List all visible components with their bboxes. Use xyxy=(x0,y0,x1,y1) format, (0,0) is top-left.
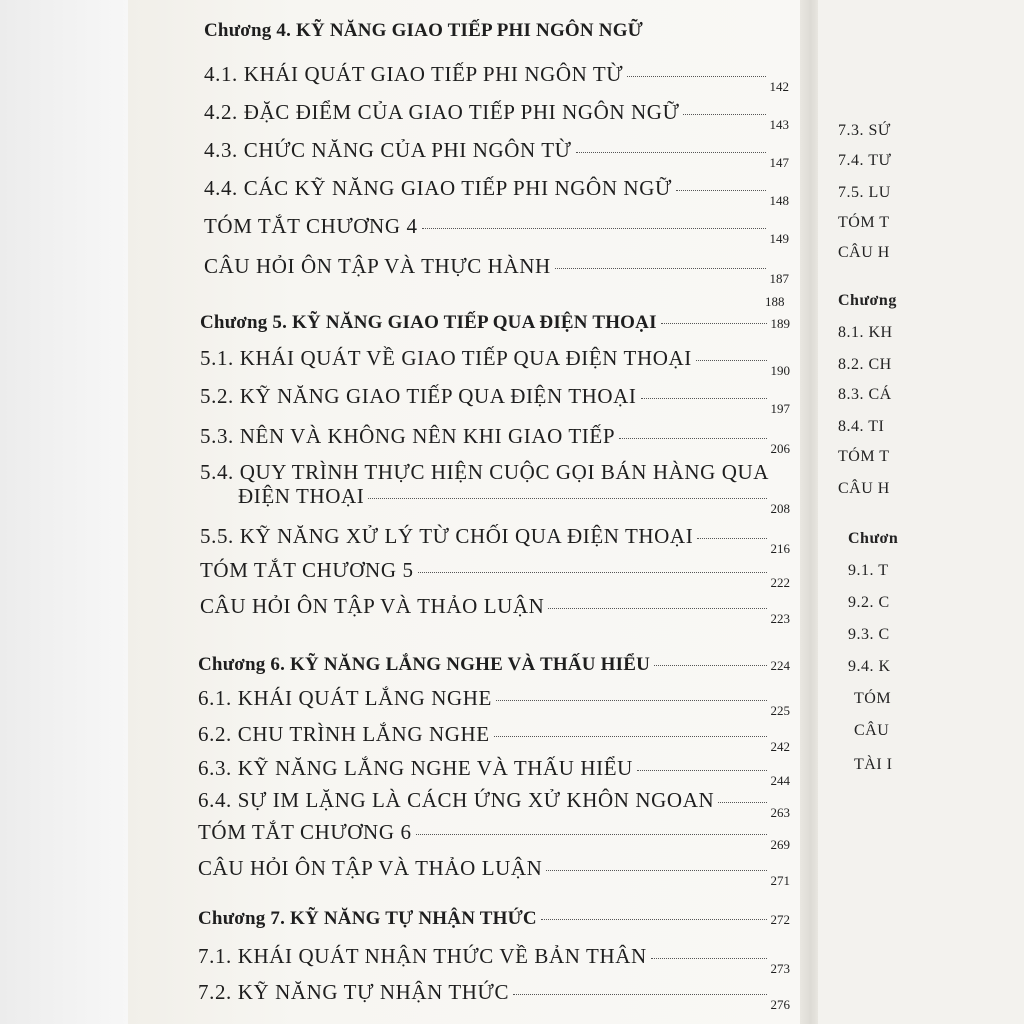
chapter-4-heading xyxy=(204,20,754,42)
toc-entry-label: 5.3. NÊN VÀ KHÔNG NÊN KHI GIAO TIẾP xyxy=(200,424,616,448)
right-page-line: 9.3. C xyxy=(848,626,890,643)
toc-entry xyxy=(198,980,790,1012)
page-number: 206 xyxy=(770,441,790,456)
page-gutter xyxy=(800,0,818,1024)
toc-entry-label: 6.1. KHÁI QUÁT LẮNG NGHE xyxy=(198,686,492,710)
right-page-line: 8.2. CH xyxy=(838,356,892,373)
leader-dots xyxy=(418,572,767,573)
leader-dots xyxy=(619,438,766,439)
toc-entry-label: CÂU HỎI ÔN TẬP VÀ THẢO LUẬN xyxy=(200,594,545,618)
leader-dots xyxy=(683,114,765,115)
page-number: 216 xyxy=(770,541,790,556)
toc-entry xyxy=(200,460,790,485)
page-number: 222 xyxy=(770,575,790,590)
toc-entry-label: 5.1. KHÁI QUÁT VỀ GIAO TIẾP QUA ĐIỆN THOẠI xyxy=(200,346,692,370)
toc-entry-label: 7.2. KỸ NĂNG TỰ NHẬN THỨC xyxy=(198,980,510,1004)
page-number: 187 xyxy=(769,271,789,286)
leader-dots xyxy=(494,736,767,737)
leader-dots xyxy=(661,323,767,324)
toc-entry-label: TÓM TẮT CHƯƠNG 5 xyxy=(200,558,414,582)
toc-entry-label: 7.1. KHÁI QUÁT NHẬN THỨC VỀ BẢN THÂN xyxy=(198,944,647,968)
leader-dots xyxy=(416,834,767,835)
leader-dots xyxy=(546,870,766,871)
toc-entry-label: 5.4. QUY TRÌNH THỰC HIỆN CUỘC GỌI BÁN HÀNG QUA xyxy=(200,460,770,484)
toc-entry xyxy=(198,944,790,976)
toc-entry xyxy=(200,594,790,626)
right-page-line: 8.1. KH xyxy=(838,324,893,341)
page-number: 188 xyxy=(765,294,785,309)
right-page-line: TÀI I xyxy=(854,756,893,773)
right-page-line: CÂU H xyxy=(838,480,890,497)
leader-dots xyxy=(697,538,766,539)
right-page-line: TÓM T xyxy=(838,214,890,231)
toc-entry xyxy=(204,214,789,246)
right-page-line: 8.4. TI xyxy=(838,418,885,435)
toc-entry-label: CÂU HỎI ÔN TẬP VÀ THỰC HÀNH xyxy=(204,254,551,278)
page-number: 189 xyxy=(770,316,790,331)
toc-entry xyxy=(204,100,789,132)
page-number: 224 xyxy=(770,658,790,673)
toc-entry xyxy=(198,788,790,820)
toc-entry-label: 6.2. CHU TRÌNH LẮNG NGHE xyxy=(198,722,490,746)
leader-dots xyxy=(641,398,767,399)
page-number: 143 xyxy=(769,117,789,132)
page-number: 263 xyxy=(770,805,790,820)
toc-entry-label: 4.4. CÁC KỸ NĂNG GIAO TIẾP PHI NGÔN NGỮ xyxy=(204,176,672,200)
chapter-6-heading xyxy=(198,654,790,676)
page-number: 223 xyxy=(770,611,790,626)
leader-dots xyxy=(696,360,767,361)
toc-entry-label: 4.3. CHỨC NĂNG CỦA PHI NGÔN TỪ xyxy=(204,138,572,162)
page-number: 225 xyxy=(770,703,790,718)
toc-entry-label: ĐIỆN THOẠI xyxy=(238,484,365,508)
right-page-line: 9.2. C xyxy=(848,594,890,611)
right-page-line: 7.5. LU xyxy=(838,184,891,201)
right-page-line: 9.1. T xyxy=(848,562,889,579)
right-page-line: CÂU xyxy=(854,722,890,739)
book-page-left xyxy=(128,0,804,1024)
leader-dots xyxy=(627,76,765,77)
leader-dots xyxy=(654,665,766,666)
toc-entry xyxy=(238,484,790,516)
leader-dots xyxy=(576,152,766,153)
leader-dots xyxy=(368,498,766,499)
leader-dots xyxy=(637,770,767,771)
toc-entry xyxy=(198,722,790,754)
chapter-title: Chương 7. KỸ NĂNG TỰ NHẬN THỨC xyxy=(198,908,537,929)
leader-dots xyxy=(555,268,766,269)
toc-entry xyxy=(200,524,790,556)
toc-entry xyxy=(198,856,790,888)
toc-entry xyxy=(198,756,790,788)
toc-entry xyxy=(200,558,790,590)
page-number: 197 xyxy=(770,401,790,416)
toc-entry-label: TÓM TẮT CHƯƠNG 6 xyxy=(198,820,412,844)
right-page-line: 9.4. K xyxy=(848,658,891,675)
page-number: 242 xyxy=(770,739,790,754)
toc-entry xyxy=(200,424,790,456)
chapter-5-heading xyxy=(200,312,790,334)
page-number: 271 xyxy=(770,873,790,888)
page-number: 147 xyxy=(769,155,789,170)
leader-dots xyxy=(422,228,766,229)
toc-entry-label: 6.3. KỸ NĂNG LẮNG NGHE VÀ THẤU HIỂU xyxy=(198,756,633,780)
toc-entry-label: 4.2. ĐẶC ĐIỂM CỦA GIAO TIẾP PHI NGÔN NGỮ xyxy=(204,100,680,124)
chapter-title: Chương 6. KỸ NĂNG LẮNG NGHE VÀ THẤU HIỂU xyxy=(198,654,651,675)
right-page-line: TÓM T xyxy=(838,448,890,465)
toc-entry xyxy=(200,346,790,378)
toc-entry xyxy=(204,62,789,94)
chapter-7-heading xyxy=(198,908,790,930)
chapter-title: Chương 4. KỸ NĂNG GIAO TIẾP PHI NGÔN NGỮ xyxy=(204,20,643,41)
book-page-right xyxy=(818,0,1024,1024)
right-page-line: 7.3. SỨ xyxy=(838,122,891,139)
page-number: 244 xyxy=(770,773,790,788)
page-number: 208 xyxy=(770,501,790,516)
toc-entry xyxy=(204,176,789,208)
page-number: 148 xyxy=(769,193,789,208)
background-left xyxy=(0,0,128,1024)
toc-entry xyxy=(200,384,790,416)
right-page-chapter: Chươn xyxy=(848,530,899,547)
page-number: 149 xyxy=(769,231,789,246)
leader-dots xyxy=(718,802,766,803)
right-page-line: 8.3. CÁ xyxy=(838,386,892,403)
toc-entry-label: 6.4. SỰ IM LẶNG LÀ CÁCH ỨNG XỬ KHÔN NGOAN xyxy=(198,788,715,812)
right-page-line: CÂU H xyxy=(838,244,890,261)
toc-entry xyxy=(204,254,789,286)
leader-dots xyxy=(676,190,766,191)
toc-entry-label: 4.1. KHÁI QUÁT GIAO TIẾP PHI NGÔN TỪ xyxy=(204,62,624,86)
leader-dots xyxy=(513,994,766,995)
chapter-title: Chương 5. KỸ NĂNG GIAO TIẾP QUA ĐIỆN THOẠI xyxy=(200,312,657,333)
page-number: 272 xyxy=(770,912,790,927)
leader-dots xyxy=(548,608,766,609)
toc-entry-label: TÓM TẮT CHƯƠNG 4 xyxy=(204,214,418,238)
right-page-line: TÓM xyxy=(854,690,892,707)
page-number: 269 xyxy=(770,837,790,852)
page-number: 190 xyxy=(770,363,790,378)
toc-entry xyxy=(198,820,790,852)
toc-entry xyxy=(204,138,789,170)
right-page-chapter: Chương xyxy=(838,292,897,309)
right-page-line: 7.4. TƯ xyxy=(838,152,892,169)
toc-entry xyxy=(198,686,790,718)
page-number: 142 xyxy=(769,79,789,94)
toc-entry-label: CÂU HỎI ÔN TẬP VÀ THẢO LUẬN xyxy=(198,856,543,880)
leader-dots xyxy=(541,919,767,920)
toc-entry-label: 5.5. KỸ NĂNG XỬ LÝ TỪ CHỐI QUA ĐIỆN THOẠI xyxy=(200,524,694,548)
page-number: 276 xyxy=(770,997,790,1012)
page-number: 273 xyxy=(770,961,790,976)
leader-dots xyxy=(651,958,767,959)
toc-entry-label: 5.2. KỸ NĂNG GIAO TIẾP QUA ĐIỆN THOẠI xyxy=(200,384,637,408)
leader-dots xyxy=(496,700,767,701)
